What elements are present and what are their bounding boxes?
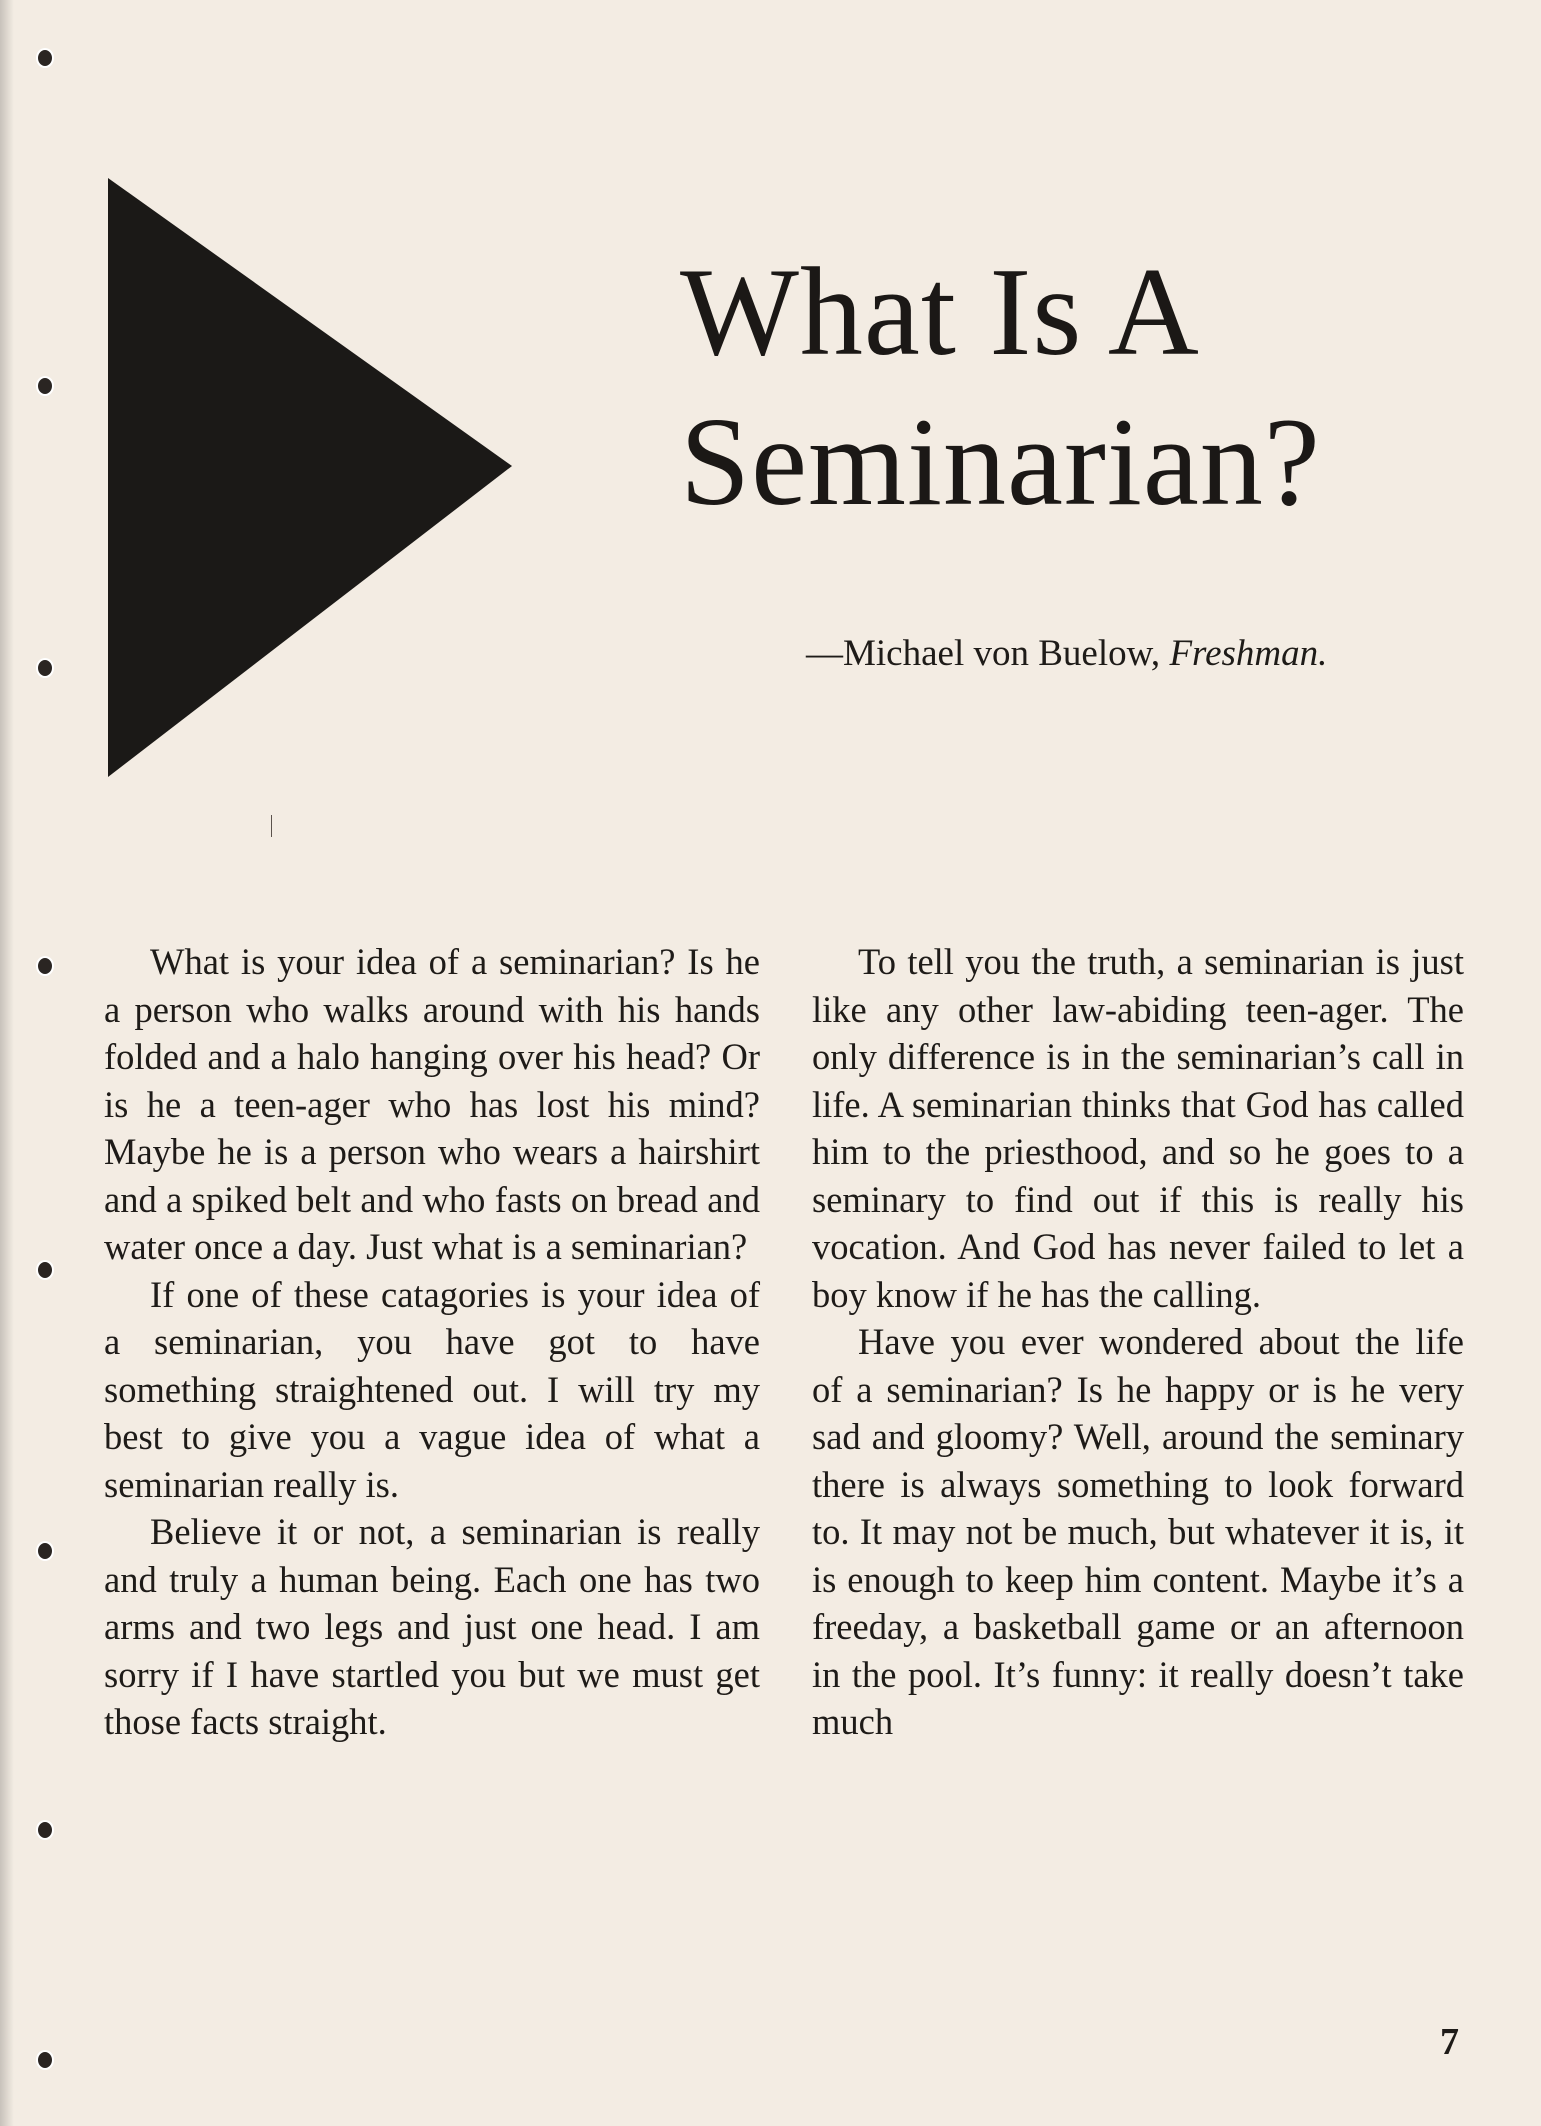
body-paragraph: Believe it or not, a seminarian is really and truly a human being. Each one has two arms and two legs and just one head. I am sorry if I have startled you but we must get those facts straight.	[104, 1511, 760, 1742]
body-paragraph: To tell you the truth, a seminarian is just like any other law-abiding teen-ager. The only difference is in the seminarian’s call in life. A seminarian thinks that God has called him to the priesthood, and so he goes to a seminary to find out if this is really his vocation. And God has never failed to let a boy know if he has the calling.	[812, 941, 1464, 1315]
triangle-icon	[108, 178, 512, 777]
body-paragraph: What is your idea of a seminarian? Is he a person who walks around with his hands folded and a halo hanging over his head? Or is he a teen-ager who has lost his mind? Maybe he is a person who wears a hairshirt and a spiked belt and who fasts on bread and water once a day. Just what is a seminarian?	[104, 941, 760, 1267]
binder-hole-icon	[38, 2052, 52, 2068]
author-byline	[806, 630, 1506, 678]
binder-hole-icon	[38, 378, 52, 394]
binder-hole-icon	[38, 958, 52, 974]
body-paragraph: If one of these catagories is your idea of a seminarian, you have got to have something straightened out. I will try my best to give you a vague idea of what a seminarian really is.	[104, 1273, 760, 1505]
title-line-2: Seminarian?	[680, 393, 1321, 532]
binder-hole-icon	[38, 1822, 52, 1838]
page-number: 7	[1440, 2021, 1459, 2063]
author-role: Freshman.	[1169, 633, 1328, 674]
binder-hole-icon	[38, 50, 52, 66]
stray-mark	[271, 815, 272, 837]
article-title	[680, 238, 1500, 538]
left-column	[104, 938, 760, 1746]
binder-hole-icon	[38, 1262, 52, 1278]
binder-hole-icon	[38, 660, 52, 676]
right-column	[812, 938, 1464, 1746]
title-line-1: What Is A	[680, 243, 1200, 382]
author-name: —Michael von Buelow,	[806, 633, 1170, 674]
body-paragraph: Have you ever wondered about the life of a seminarian? Is he happy or is he very sad and gloomy? Well, around the seminary there is always something to look forward to. It may not be much, but whatever it is, it is enough to keep him content. Maybe it’s a freeday, a basketball game or an afternoon in the pool. It’s funny: it really doesn’t take much	[812, 1321, 1464, 1742]
page-edge-shadow	[0, 0, 14, 2126]
binder-hole-icon	[38, 1543, 52, 1559]
